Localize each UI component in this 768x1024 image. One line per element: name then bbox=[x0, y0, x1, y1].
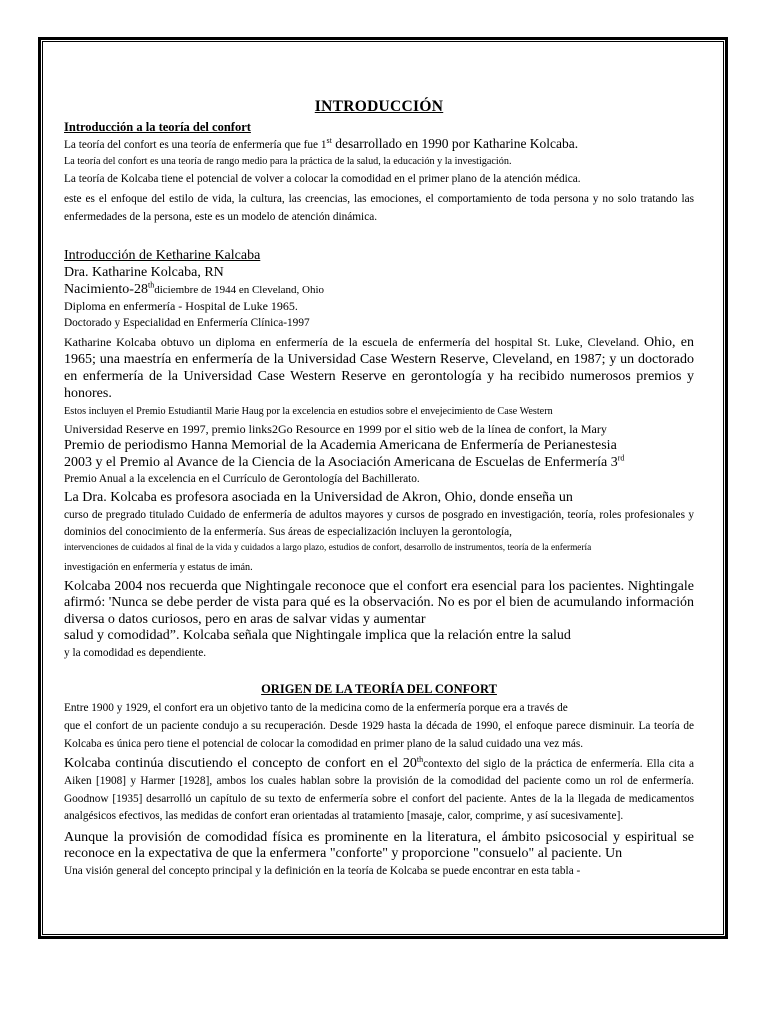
text-run: desarrollado en 1990 por Katharine Kolcaba. bbox=[331, 136, 579, 151]
text-run: Ohio, en 1965; una maestría en enfermería de la Universidad Case Western Reserve, Cleveland, en 1987; y un doctorado en enfermería de la Universidad Case Western Reserve en gerontología y ha recibido numerosos premios y honores. bbox=[64, 335, 695, 401]
text-run: La teoría del confort es una teoría de enfermería que fue 1 bbox=[64, 139, 327, 151]
paragraph-middle-range: La teoría del confort es una teoría de rango medio para la práctica de la salud, la educación y la investigación. bbox=[64, 156, 512, 167]
text-run: contexto del siglo de la práctica de enfermería. Ella cita a Aiken [1908] y Harmer [1928], ambos los cuales hablan sobre la provisión de la comodidad del paciente como un rol de enfermería. Goodnow [1935] desarrolló un capítulo de su texto de enfermería sobre el confort del paciente. Antes de la la llegada de medicamentos analgésicos efectivos, las medidas de confort eran orientadas al tratamiento [masaje, calor, comprime, y así sucesivamente]. bbox=[64, 757, 694, 822]
text-run: Katharine Kolcaba obtuvo un diploma en enfermería de la escuela de enfermería del hospital St. Luke, Cleveland. bbox=[64, 335, 640, 349]
text-run: diciembre de 1944 en Cleveland, Ohio bbox=[154, 283, 325, 296]
heading-origin: ORIGEN DE LA TEORÍA DEL CONFORT bbox=[261, 681, 497, 696]
paragraph-theory-origin bbox=[64, 135, 694, 154]
paragraph-awards-1: Estos incluyen el Premio Estudiantil Marie Haug por la excelencia en estudios sobre el envejecimiento de Case Western bbox=[64, 406, 553, 417]
paragraph-origin-2: que el confort de un paciente condujo a su recuperación. Desde 1929 hasta la década de 1990, el enfoque parece disminuir. La teoría de Kolcaba es única pero tiene el potencial de colocar la comodidad en primer plano de la salud cuidado una vez más. bbox=[64, 719, 694, 750]
document-title: INTRODUCCIÓN bbox=[314, 98, 444, 115]
paragraph-psychosocial: Aunque la provisión de comodidad física es prominente en la literatura, el ámbito psicosocial y espiritual se reconoce en la expectativa de que la enfermera "conforte" y proporcione "consuelo" al paciente. Un bbox=[64, 829, 694, 861]
paragraph-potential: La teoría de Kolcaba tiene el potencial de volver a colocar la comodidad en el primer plano de la atención médica. bbox=[64, 173, 581, 185]
heading-intro-theory: Introducción a la teoría del confort bbox=[64, 120, 251, 134]
paragraph-awards-3: Premio de periodismo Hanna Memorial de la Academia Americana de Enfermería de Perianestesia bbox=[64, 438, 617, 453]
text-run: Nacimiento-28 bbox=[64, 281, 148, 297]
author-name: Dra. Katharine Kolcaba, RN bbox=[64, 265, 224, 280]
diploma-info: Diploma en enfermería - Hospital de Luke 1965. bbox=[64, 299, 298, 313]
paragraph-kolcaba-context bbox=[64, 755, 694, 826]
heading-intro-kolcaba: Introducción de Ketharine Kalcaba bbox=[64, 248, 261, 263]
paragraph-awards-5: Premio Anual a la excelencia en el Currículo de Gerontología del Bachillerato. bbox=[64, 473, 420, 485]
paragraph-research: investigación en enfermería y estatus de imán. bbox=[64, 561, 253, 573]
paragraph-specialization: intervenciones de cuidados al final de la vida y cuidados a largo plazo, estudios de confort, desarrollo de instrumentos, teoría de la enfermería bbox=[64, 542, 592, 553]
paragraph-nightingale-2: salud y comodidad”. Kolcaba señala que Nightingale implica que la relación entre la salud bbox=[64, 628, 571, 643]
paragraph-awards-2: Universidad Reserve en 1997, premio links2Go Resource en 1999 por el sitio web de la línea de confort, la Mary bbox=[64, 422, 607, 436]
paragraph-overview: Una visión general del concepto principal y la definición en la teoría de Kolcaba se puede encontrar en esta tabla - bbox=[64, 864, 581, 877]
document-body bbox=[64, 98, 694, 880]
text-run: Kolcaba continúa discutiendo el concepto de confort en el 20 bbox=[64, 755, 417, 771]
superscript: th bbox=[147, 279, 155, 289]
birth-info bbox=[64, 279, 694, 299]
text-run: 2003 y el Premio al Avance de la Ciencia de la Asociación Americana de Escuelas de Enfermería 3 bbox=[64, 454, 618, 470]
superscript: st bbox=[326, 136, 332, 146]
paragraph-professor: La Dra. Kolcaba es profesora asociada en la Universidad de Akron, Ohio, donde enseña un bbox=[64, 490, 573, 505]
paragraph-courses: curso de pregrado titulado Cuidado de enfermería de adultos mayores y cursos de posgrado en investigación, teoría, roles profesionales y dominios del conocimiento de la enfermería. Sus áreas de especialización incluyen la gerontología, bbox=[64, 508, 694, 538]
paragraph-focus bbox=[64, 190, 694, 226]
paragraph-nightingale-3: y la comodidad es dependiente. bbox=[64, 646, 207, 659]
superscript: th bbox=[416, 754, 424, 764]
doctorate-info: Doctorado y Especialidad en Enfermería Clínica-1997 bbox=[64, 317, 310, 329]
text-run: este es el enfoque del estilo de vida, la cultura, las creencias, las emociones, el comportamiento de toda persona y no solo tratando las enfermedades de la persona, este es un modelo de atención dinámica. bbox=[64, 193, 694, 223]
paragraph-nightingale: Kolcaba 2004 nos recuerda que Nightingale reconoce que el confort era esencial para los pacientes. Nightingale afirmó: 'Nunca se debe perder de vista para qué es la observación. No es por el bien de acumulando información diversa o datos curiosos, pero en aras de salvar vidas y aumentar bbox=[64, 578, 694, 627]
paragraph-origin-1: Entre 1900 y 1929, el confort era un objetivo tanto de la medicina como de la enfermería porque era a través de bbox=[64, 701, 568, 714]
paragraph-education bbox=[64, 334, 694, 402]
superscript: rd bbox=[617, 452, 625, 462]
paragraph-awards-4 bbox=[64, 452, 694, 472]
